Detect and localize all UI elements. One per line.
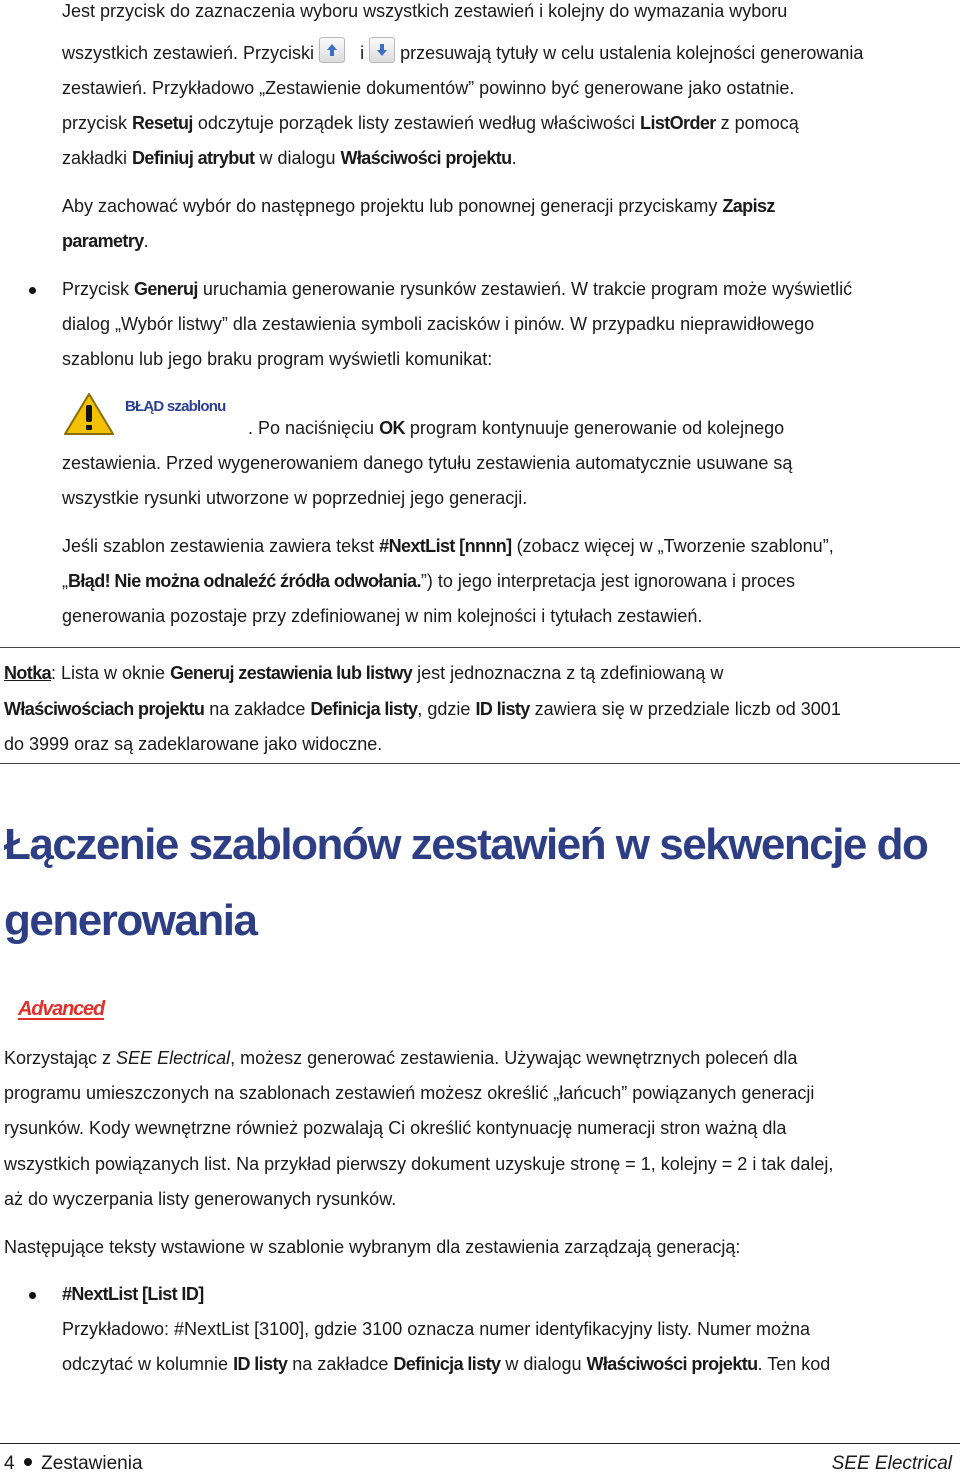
text-line: rysunków. Kody wewnętrzne również pozwalają Ci określić kontynuację numeracji stron ważną dla xyxy=(4,1118,787,1138)
broken-reference: Błąd! Nie można odnaleźć źródła odwołania. xyxy=(68,571,421,591)
move-up-icon xyxy=(319,37,345,63)
text-span: przesuwają tytuły w celu ustalenia kolejności generowania xyxy=(400,43,864,63)
bullet-separator xyxy=(24,1458,32,1466)
command-title: #NextList [List ID] xyxy=(62,1284,204,1304)
text-line: wszystkich powiązanych list. Na przykład pierwszy dokument uzyskuje stronę = 1, kolejny = 2 i tak dalej, xyxy=(4,1154,834,1174)
error-message-image xyxy=(63,392,248,438)
ui-term: ID listy xyxy=(233,1354,288,1374)
note-top-rule xyxy=(0,647,960,648)
text-line: zestawień. Przykładowo „Zestawienie dokumentów” powinno być generowane jako ostatnie. xyxy=(62,78,795,98)
ui-term: Definiuj atrybut xyxy=(132,148,255,168)
text-line: dialog „Wybór listwy” dla zestawienia symboli zacisków i pinów. W przypadku nieprawidłowego xyxy=(62,314,815,334)
ui-term: #NextList [nnnn] xyxy=(379,536,512,556)
advanced-label: Advanced xyxy=(18,998,104,1020)
ui-term: Właściwości projektu xyxy=(340,148,512,168)
page-number: 4 xyxy=(4,1453,15,1474)
text-line: . Po naciśnięciu OK program kontynuuje generowanie od kolejnego xyxy=(248,418,785,438)
ui-term: Resetuj xyxy=(132,113,193,133)
ui-term: Definicja listy xyxy=(393,1354,501,1374)
warning-text: BŁĄD szablonu xyxy=(125,398,226,415)
text-line: Korzystając z SEE Electrical, możesz generować zestawienia. Używając wewnętrznych poleceń dla xyxy=(4,1048,798,1068)
text-line: wszystkie rysunki utworzone w poprzedniej jego generacji. xyxy=(62,488,528,508)
text-line: Aby zachować wybór do następnego projektu lub ponownej generacji przyciskamy Zapisz xyxy=(62,196,775,216)
text-line: Notka: Lista w oknie Generuj zestawienia lub listwy jest jednoznaczna z tą zdefiniowaną w xyxy=(4,663,724,683)
text-line: zakładki Definiuj atrybut w dialogu Właściwości projektu. xyxy=(62,148,517,168)
warning-icon xyxy=(63,392,115,436)
ui-term: Generuj zestawienia lub listwy xyxy=(170,663,413,683)
text-line: przycisk Resetuj odczytuje porządek listy zestawień według właściwości ListOrder z pomocą xyxy=(62,113,799,133)
text-line: Przykładowo: #NextList [3100], gdzie 3100 oznacza numer identyfikacyjny listy. Numer można xyxy=(62,1319,811,1339)
ui-term: Właściwościach projektu xyxy=(4,699,205,719)
footer-left xyxy=(4,1449,143,1479)
text-line: Właściwościach projektu na zakładce Definicja listy, gdzie ID listy zawiera się w przedziale liczb od 3001 xyxy=(4,699,841,719)
ui-term: Definicja listy xyxy=(310,699,418,719)
note-label: Notka xyxy=(4,663,52,683)
text-line xyxy=(62,36,863,72)
text-span: wszystkich zestawień. Przyciski xyxy=(62,43,315,63)
product-name: SEE Electrical xyxy=(116,1048,231,1068)
text-line: generowania pozostaje przy zdefiniowanej w nim kolejności i tytułach zestawień. xyxy=(62,606,703,626)
ui-term: ListOrder xyxy=(640,113,716,133)
text-line: programu umieszczonych na szablonach zestawień możesz określić „łańcuch” powiązanych generacji xyxy=(4,1083,815,1103)
section-name: Zestawienia xyxy=(41,1453,143,1474)
ui-term: Właściwości projektu xyxy=(586,1354,758,1374)
bullet xyxy=(29,287,36,294)
text-line: Przycisk Generuj uruchamia generowanie rysunków zestawień. W trakcie program może wyświetlić xyxy=(62,279,853,299)
bullet xyxy=(29,1292,36,1299)
move-down-icon xyxy=(369,37,395,63)
section-heading: generowania xyxy=(4,896,257,945)
ui-term: Generuj xyxy=(134,279,198,299)
text-line: Jeśli szablon zestawienia zawiera tekst #NextList [nnnn] (zobacz więcej w „Tworzenie szablonu”, xyxy=(62,536,834,556)
section-heading: Łączenie szablonów zestawień w sekwencje do xyxy=(4,820,928,869)
text-line: „Błąd! Nie można odnaleźć źródła odwołania.”) to jego interpretacja jest ignorowana i proces xyxy=(62,571,796,591)
text-line: odczytać w kolumnie ID listy na zakładce Definicja listy w dialogu Właściwości projektu. Ten kod xyxy=(62,1354,831,1374)
text-line: aż do wyczerpania listy generowanych rysunków. xyxy=(4,1189,397,1209)
text-line: parametry. xyxy=(62,231,149,251)
note-bottom-rule xyxy=(0,763,960,764)
text-line: do 3999 oraz są zadeklarowane jako widoczne. xyxy=(4,734,383,754)
text-span: i xyxy=(360,43,365,63)
footer-product: SEE Electrical xyxy=(831,1453,952,1474)
ui-term: Zapisz xyxy=(722,196,775,216)
footer-rule xyxy=(0,1443,960,1444)
text-line: szablonu lub jego braku program wyświetli komunikat: xyxy=(62,349,493,369)
ui-term: ID listy xyxy=(475,699,530,719)
text-line: Następujące teksty wstawione w szablonie wybranym dla zestawienia zarządzają generacją: xyxy=(4,1237,741,1257)
text-line: zestawienia. Przed wygenerowaniem danego tytułu zestawienia automatycznie usuwane są xyxy=(62,453,793,473)
ui-term: OK xyxy=(379,418,405,438)
text-line: Jest przycisk do zaznaczenia wyboru wszystkich zestawień i kolejny do wymazania wyboru xyxy=(62,1,788,21)
ui-term: parametry xyxy=(62,231,144,251)
